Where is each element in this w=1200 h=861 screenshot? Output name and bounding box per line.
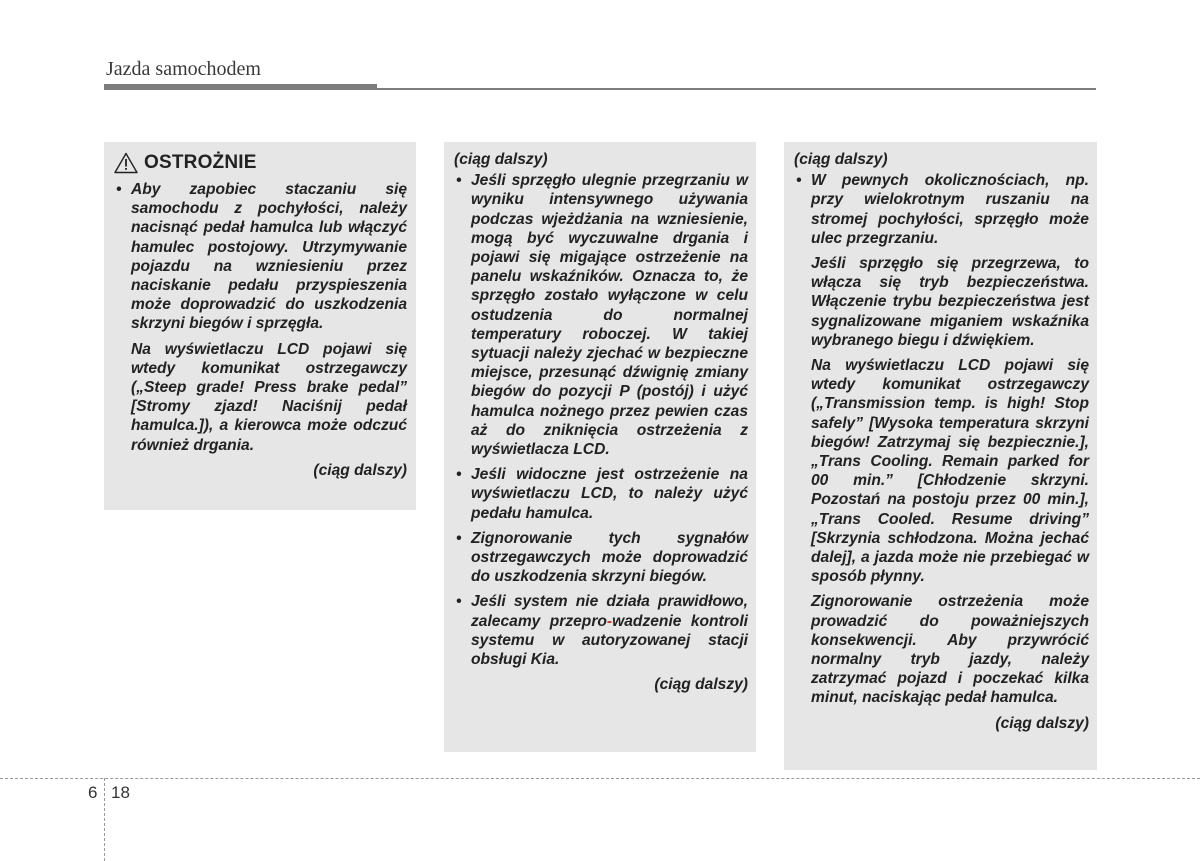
text-column-2: [444, 142, 756, 752]
header-rule-thin: [377, 88, 1096, 90]
paragraph: Na wyświetlaczu LCD pojawi się wtedy komunikat ostrzegawczy („Transmission temp. is high! Stop safely” [Wysoka temperatura skrzyni biegów! Zatrzymaj się bezpiecznie.], „Trans Cooling. Remain parked for 00 min.” [Chłodzenie skrzyni. Pozostań na postoju przez 00 min.], „Trans Cooled. Resume driving” [Skrzynia schłodzona. Można jechać dalej], a jazda może nie przebiegać w sposób płynny.: [811, 357, 1089, 586]
list-item: • Zignorowanie tych sygnałów ostrzegawczych może doprowadzić do uszkodzenia skrzyni biegów.: [454, 529, 748, 587]
continued-note: (ciąg dalszy): [313, 461, 407, 479]
header-rule-thick: [104, 84, 377, 90]
bullet-list: [454, 171, 748, 669]
footer-vertical-rule: [104, 778, 105, 861]
bullet4-text-a: Jeśli system nie działa prawidłowo, zalecamy przepro: [471, 593, 748, 630]
paragraph: Zignorowanie ostrzeżenia może prowadzić do poważniejszych konsekwencji. Aby przywrócić normalny tryb jazdy, należy zatrzymać pojazd i poczekać kilka minut, naciskając pedał hamulca.: [811, 593, 1089, 707]
caution-title: OSTROŻNIE: [144, 152, 257, 174]
continued-top-note: (ciąg dalszy): [794, 151, 888, 168]
continued-note: (ciąg dalszy): [654, 676, 748, 694]
bullet4-text-b: wadzenie kontroli systemu w autoryzowanej stacji obsługi Kia.: [471, 612, 748, 669]
continued-top-note: (ciąg dalszy): [454, 151, 548, 168]
caution-heading: [114, 152, 407, 174]
list-item: [454, 592, 748, 669]
text-column-3: [784, 142, 1097, 770]
caution-paragraph-2: Na wyświetlaczu LCD pojawi się wtedy komunikat ostrzegawczy („Steep grade! Press brake pedal” [Stromy zjazd! Naciśnij pedał hamulca.]), a kierowca może odczuć również drgania.: [131, 340, 407, 454]
list-item: • Jeśli widoczne jest ostrzeżenie na wyświetlaczu LCD, to należy użyć pedału hamulca.: [454, 465, 748, 523]
page-number: 18: [111, 783, 130, 802]
hyphen-mark: -: [606, 612, 613, 630]
footer-rule: [0, 778, 1200, 779]
warning-triangle-icon: [114, 152, 138, 174]
list-item: • Jeśli sprzęgło ulegnie przegrzaniu w wyniku intensywnego używania podczas wjeżdżania na wzniesienie, mogą być wyczuwalne drgania i pojawi się migające ostrzeżenie na panelu wskaźników. Oznacza to, że sprzęgło zostało wyłączone w celu ostudzenia do normalnej temperatury roboczej. W takiej sytuacji należy zjechać w bezpieczne miejsce, przesunąć dźwignię zmiany biegów do pozycji P (postój) i użyć hamulca nożnego przez pewien czas aż do zniknięcia ostrzeżenia z wyświetlacza LCD.: [454, 171, 748, 459]
section-number: 6: [88, 783, 98, 802]
caution-list: [114, 180, 407, 334]
paragraph: Jeśli sprzęgło się przegrzewa, to włącza się tryb bezpieczeństwa. Włączenie trybu bezpieczeństwa jest sygnalizowane miganiem wskaźnika wybranego biegu i dźwiękiem.: [811, 255, 1089, 349]
page-header-title: Jazda samochodem: [106, 58, 261, 80]
bullet-list: [794, 171, 1089, 248]
caution-bullet-1: • Aby zapobiec staczaniu się samochodu z pochyłości, należy nacisnąć pedał hamulca lub włączyć hamulec postojowy. Utrzymywanie pojazdu na wzniesieniu przez naciskanie pedału przyspieszenia może doprowadzić do uszkodzenia skrzyni biegów i sprzęgła.: [114, 180, 407, 334]
list-item: • W pewnych okolicznościach, np. przy wielokrotnym ruszaniu na stromej pochyłości, sprzęgło może ulec przegrzaniu.: [794, 171, 1089, 248]
caution-box: [104, 142, 416, 510]
continued-note: (ciąg dalszy): [995, 714, 1089, 732]
